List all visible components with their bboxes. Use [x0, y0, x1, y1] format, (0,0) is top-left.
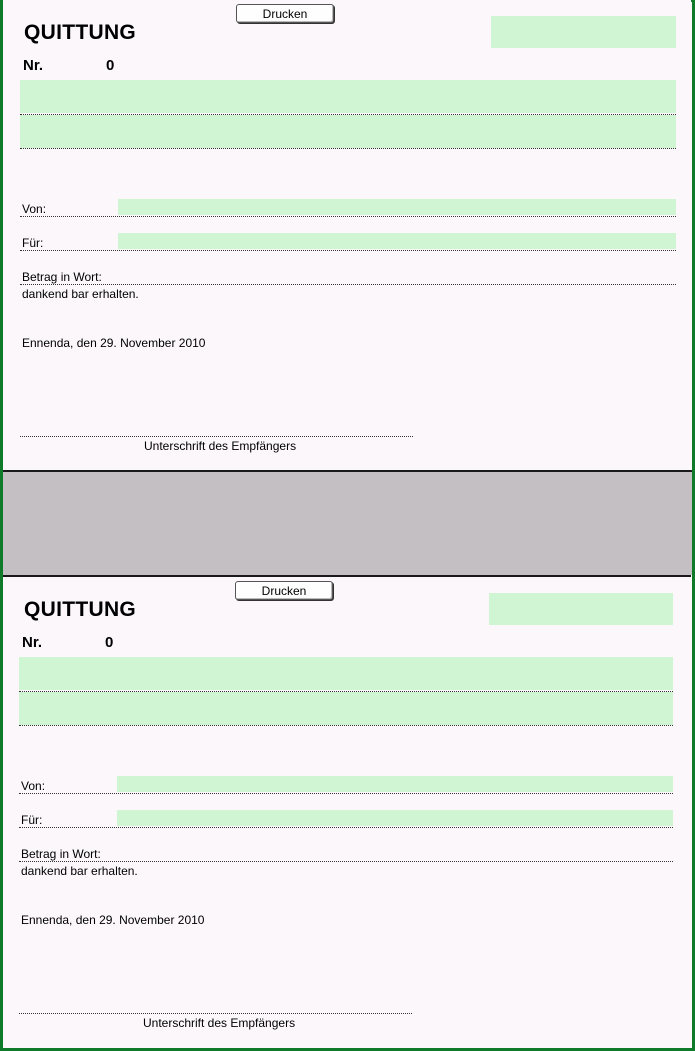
place-date: Ennenda, den 29. November 2010	[21, 913, 205, 927]
amount-words-label: Betrag in Wort:	[22, 270, 102, 284]
signature-label: Unterschrift des Empfängers	[143, 1016, 296, 1030]
field-underline	[19, 725, 673, 726]
received-text: dankend bar erhalten.	[21, 864, 138, 878]
for-field[interactable]	[118, 233, 676, 249]
from-underline	[19, 793, 673, 794]
amount-field[interactable]	[489, 593, 673, 625]
text-field-1[interactable]	[20, 80, 676, 113]
text-field-2[interactable]	[20, 115, 676, 148]
page-divider	[3, 470, 692, 575]
from-field[interactable]	[117, 776, 673, 792]
for-underline	[19, 827, 673, 828]
nr-label: Nr.	[22, 634, 43, 651]
field-underline	[20, 148, 676, 149]
for-underline	[20, 250, 676, 251]
for-field[interactable]	[117, 810, 673, 826]
signature-line	[19, 1013, 412, 1014]
nr-value: 0	[106, 57, 115, 74]
for-label: Für:	[22, 236, 44, 250]
received-text: dankend bar erhalten.	[22, 287, 139, 301]
nr-value: 0	[105, 634, 114, 651]
amount-words-label: Betrag in Wort:	[21, 847, 101, 861]
from-underline	[20, 216, 676, 217]
for-label: Für:	[21, 813, 43, 827]
receipt-sheet-1	[3, 0, 691, 470]
text-field-2[interactable]	[19, 692, 673, 725]
nr-label: Nr.	[23, 57, 44, 74]
receipt-title: QUITTUNG	[24, 21, 137, 44]
receipt-sheet-2	[3, 575, 691, 1046]
print-button[interactable]: Drucken	[236, 4, 334, 23]
signature-line	[20, 436, 413, 437]
print-button[interactable]: Drucken	[235, 581, 333, 600]
amount-field[interactable]	[491, 16, 676, 48]
text-field-1[interactable]	[19, 657, 673, 690]
from-label: Von:	[21, 779, 46, 793]
signature-label: Unterschrift des Empfängers	[144, 439, 297, 453]
place-date: Ennenda, den 29. November 2010	[22, 336, 206, 350]
amount-words-underline	[19, 861, 673, 862]
receipt-title: QUITTUNG	[24, 598, 137, 621]
from-field[interactable]	[118, 199, 676, 215]
amount-words-underline	[20, 284, 676, 285]
from-label: Von:	[22, 202, 47, 216]
